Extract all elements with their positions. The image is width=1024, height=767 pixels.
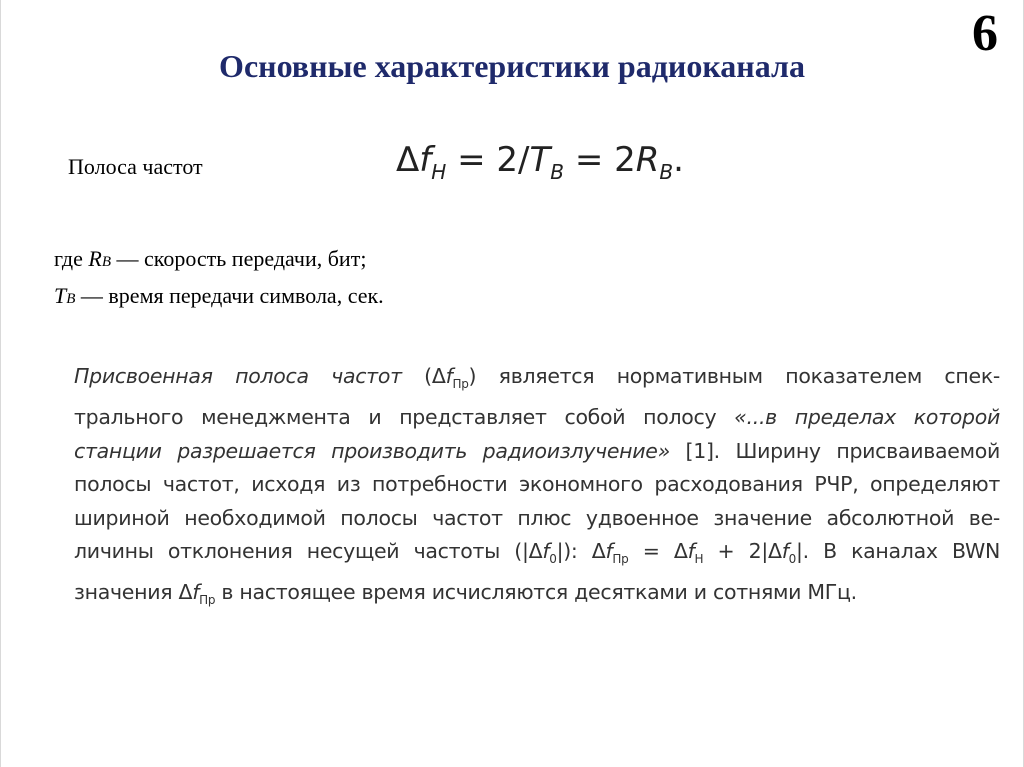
p3-rest: [1]. Ширину присваиваемой [669,438,1000,463]
formula-end: . [673,140,684,180]
formula-eq2: = 2 [564,140,636,180]
def2-text: — время передачи символа, сек. [75,283,384,308]
p6-e: |. В каналах BWN [795,539,1000,564]
p6-sub1: Пр [612,552,629,567]
paragraph-line-1 [74,360,1000,401]
p6-f1: f [605,539,613,564]
formula-r: R [635,140,660,180]
formula-eq1: = 2/ [446,140,530,180]
p1-rest: ) является нормативным показателем спек- [468,364,1001,388]
p6-c: = Δ [628,539,688,564]
p1-paren: (Δ [401,364,446,388]
bandwidth-label: Полоса частот [68,154,203,179]
p7-a: значения Δ [74,580,193,605]
assigned-bandwidth-paragraph [74,360,1000,618]
paragraph-line-3 [74,435,1000,468]
formula-f: f [419,140,432,180]
def1-symbol: R [88,246,102,271]
paragraph-line-5: шириной необходимой полосы частот плюс удвоенное значение абсолютной ве- [74,505,1000,530]
p1-f: f [445,364,453,388]
p6-sub3: 0 [788,552,796,567]
def1-text: — скорость передачи, бит; [111,246,367,271]
def1-prefix: где [54,246,89,271]
p6-sub2: Н [694,552,704,567]
formula-sub-h: H [431,160,447,184]
formula-t: T [529,140,551,180]
p6-sub0: 0 [549,552,557,567]
formula-sub-b2: B [659,160,674,184]
p7-sub: Пр [199,593,216,608]
p3-italic: станции разрешается производить радиоизлучение» [74,438,670,463]
slide-title: Основные характеристики радиоканала [219,48,805,84]
bandwidth-formula [396,140,684,184]
formula-sub-b1: B [550,160,565,184]
p6-b: |): Δ [556,539,606,564]
p6-d: + 2|Δ [703,539,782,564]
def2-symbol: T [54,283,67,308]
paragraph-line-4: полосы частот, исходя из потребности экономного расходования РЧР, определяют [74,472,1000,497]
slide-number: 6 [972,5,998,62]
def2-sub: B [66,291,76,307]
p1-sub: Пр [452,377,469,391]
formula-delta: Δ [396,140,420,180]
def1-sub: B [101,254,112,270]
p6-a: личины отклонения несущей частоты (|Δ [74,539,543,564]
paragraph-line-6 [74,535,1000,576]
p7-b: в настоящее время исчисляются десятками и сотнями МГц. [215,580,857,605]
p7-f: f [192,580,200,605]
definition-symbol-time [54,279,384,316]
paragraph-line-2 [74,401,1000,434]
frame-line-left [0,0,1,767]
p6-f3: f [781,539,789,564]
paragraph-line-7 [74,576,1000,617]
p1-italic: Присвоенная полоса частот [74,364,402,388]
p2-italic: «...в пределах которой [734,405,1000,430]
p2-text: трального менеджмента и представляет собой полосу [74,405,735,430]
definitions-block [54,242,384,316]
definition-rate [54,242,384,279]
p6-f0: f [542,539,550,564]
p6-f2: f [687,539,695,564]
